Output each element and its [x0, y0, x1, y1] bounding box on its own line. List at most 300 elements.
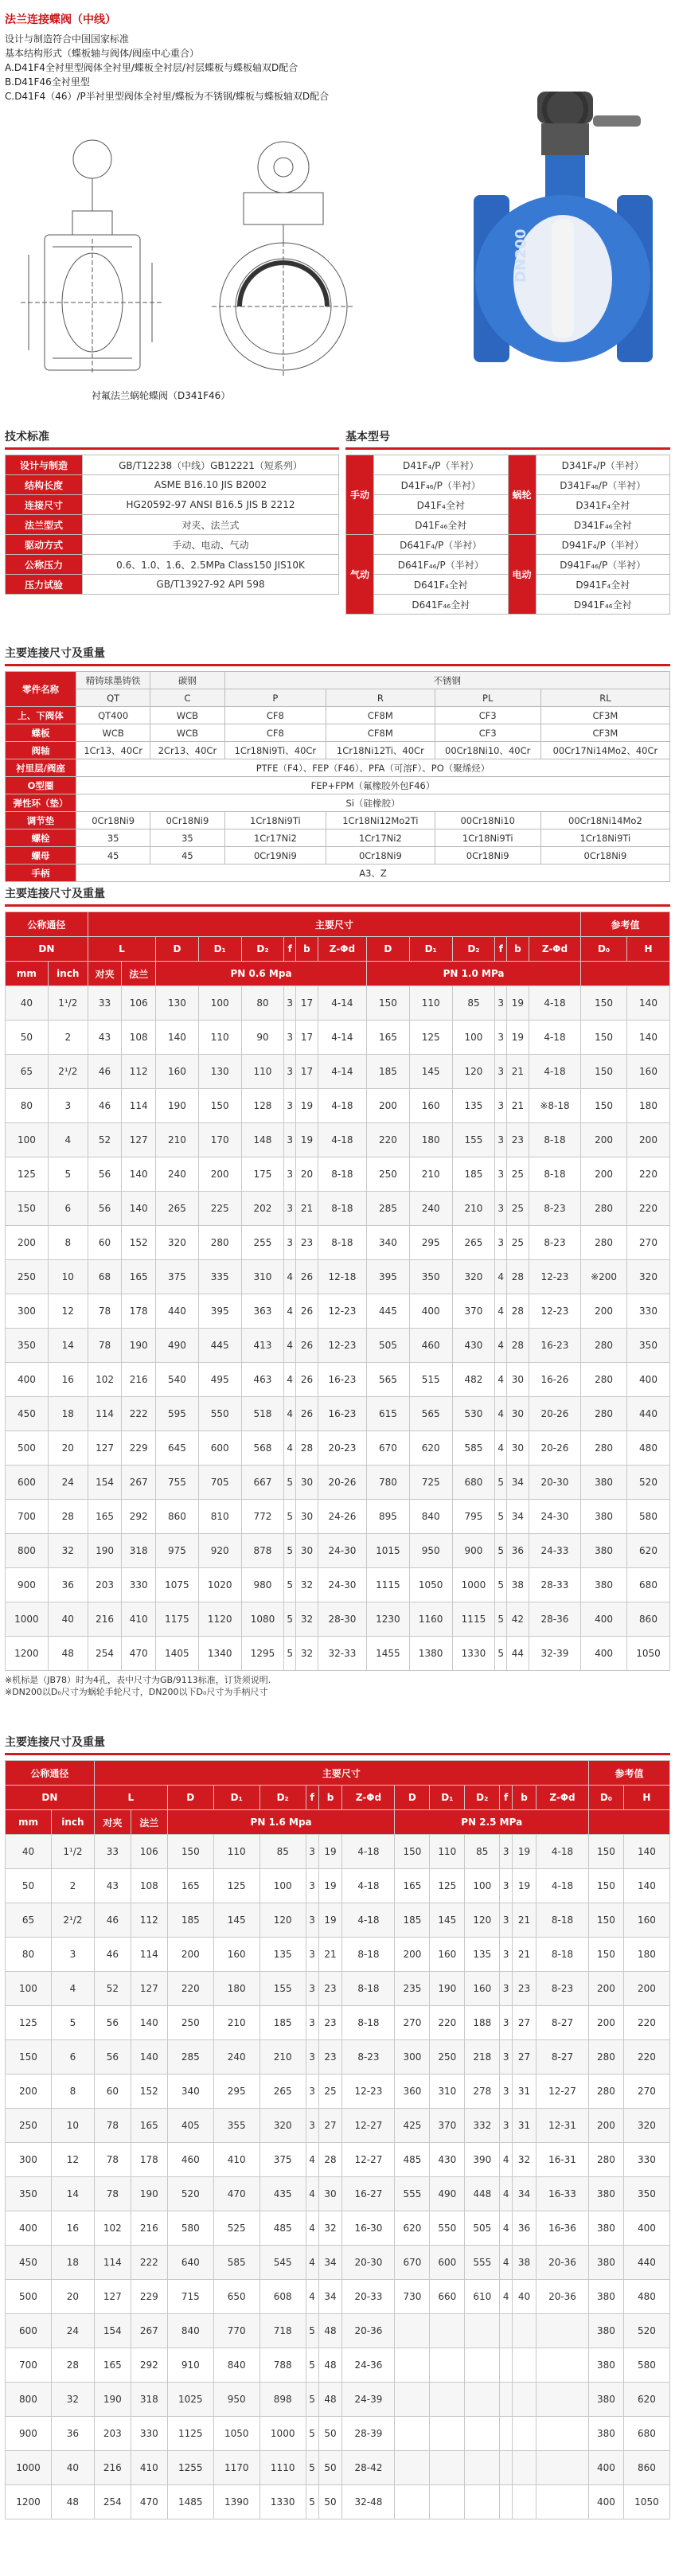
dim-cell: 19	[507, 986, 529, 1021]
dim-cell: 32-33	[318, 1637, 366, 1671]
dim-cell: 2¹/2	[51, 1903, 94, 1938]
dim-cell: 3	[284, 1123, 296, 1157]
dim-cell: 5	[284, 1602, 296, 1637]
dim-header: mm	[6, 1810, 52, 1835]
dim-row	[6, 2383, 670, 2417]
tech-key: 压力试验	[6, 575, 83, 595]
dim-cell: 18	[51, 2246, 94, 2280]
materials-row	[6, 847, 670, 865]
dim-cell: 615	[367, 1397, 410, 1431]
dim-cell: 43	[88, 1021, 122, 1055]
dim-row	[6, 1869, 670, 1903]
dim-cell: 1125	[167, 2417, 213, 2451]
dim-cell	[513, 2417, 536, 2451]
dim-cell: 140	[623, 1869, 669, 1903]
dim-cell: 3	[495, 1226, 507, 1260]
dim-cell: 3	[306, 2006, 318, 2040]
dim-header: 主要尺寸	[94, 1761, 588, 1786]
dim-cell: 4	[284, 1431, 296, 1466]
dim-cell: 154	[94, 2314, 131, 2348]
dim-cell: 26	[296, 1397, 318, 1431]
dim-cell: 350	[627, 1329, 670, 1363]
dim-cell: 980	[241, 1568, 284, 1602]
dim-row	[6, 1294, 670, 1329]
dim-cell: 380	[588, 2314, 623, 2348]
dim-cell: 3	[284, 1055, 296, 1089]
dim-cell: 700	[6, 2348, 52, 2383]
dim-cell: 1075	[156, 1568, 199, 1602]
dim-cell	[500, 2451, 513, 2485]
dim-cell: 30	[507, 1363, 529, 1397]
dim-cell	[430, 2314, 465, 2348]
dim-cell: 595	[156, 1397, 199, 1431]
dim-cell: 78	[94, 2109, 131, 2143]
materials-grade: PL	[435, 689, 540, 707]
dim-cell: 40	[513, 2280, 536, 2314]
dim-cell: 28-36	[529, 1602, 580, 1637]
dim-cell: 21	[318, 1938, 342, 1972]
dim-header: 公称通径	[6, 1761, 95, 1786]
dim-cell: 203	[88, 1568, 122, 1602]
dim-cell	[465, 2383, 500, 2417]
dim-header: f	[500, 1786, 513, 1810]
dim-cell: 600	[430, 2246, 465, 2280]
dim-cell: 56	[94, 2006, 131, 2040]
dim-cell: 12-23	[318, 1294, 366, 1329]
dim-cell: 80	[241, 986, 284, 1021]
dim-cell: 580	[627, 1500, 670, 1534]
dim-cell: 12-23	[318, 1329, 366, 1363]
dim-cell: 1025	[167, 2383, 213, 2417]
tech-row	[6, 535, 339, 555]
dim-header: D₂	[241, 937, 284, 962]
dim-cell	[395, 2348, 430, 2383]
intro-line: 设计与制造符合中国国家标准	[5, 33, 130, 45]
model-code: D41F₄/P（半衬）	[374, 455, 509, 475]
dim-cell: 1000	[452, 1568, 495, 1602]
dim-cell: 435	[259, 2177, 306, 2211]
dim-cell: 500	[6, 1431, 49, 1466]
dim-cell: 920	[198, 1534, 241, 1568]
dim-cell: 2	[51, 1869, 94, 1903]
model-code: D941F₄₆/P（半衬）	[536, 555, 670, 575]
dim-cell: 24-30	[318, 1568, 366, 1602]
dim-cell: 1200	[6, 2485, 52, 2519]
dim-cell: 292	[122, 1500, 156, 1534]
dim-cell: 120	[452, 1055, 495, 1089]
dim-cell: 48	[48, 1637, 88, 1671]
dim-cell: 106	[131, 1835, 167, 1869]
dim-header: D₀	[581, 937, 627, 962]
dim-cell: 5	[306, 2348, 318, 2383]
dim-cell: 200	[588, 2109, 623, 2143]
dim-cell: 5	[495, 1602, 507, 1637]
dim-row	[6, 2006, 670, 2040]
models-section	[345, 428, 670, 615]
dim-cell: 240	[409, 1192, 452, 1226]
dim-cell: 68	[88, 1260, 122, 1294]
dim-cell: 1115	[452, 1602, 495, 1637]
dim-cell: 270	[623, 2074, 669, 2109]
tech-heading: 技术标准	[5, 431, 49, 443]
dim-cell: 568	[241, 1431, 284, 1466]
dim-cell: 24-30	[318, 1534, 366, 1568]
dim-cell: 28	[296, 1431, 318, 1466]
dim-cell: 32	[296, 1568, 318, 1602]
dim-cell: 46	[88, 1055, 122, 1089]
dim-cell: 220	[623, 2006, 669, 2040]
dim-cell: 16	[48, 1363, 88, 1397]
dim-cell: 250	[430, 2040, 465, 2074]
dim-cell: 14	[48, 1329, 88, 1363]
dim-cell: 5	[495, 1534, 507, 1568]
dim-cell: 4-18	[318, 1089, 366, 1123]
dim-cell: 38	[507, 1568, 529, 1602]
dim1-heading: 主要连接尺寸及重量	[5, 888, 105, 900]
dim-cell: 19	[513, 1869, 536, 1903]
dim-header: b	[296, 937, 318, 962]
material-value: CF3M	[540, 707, 669, 724]
dim-header: D₂	[259, 1786, 306, 1810]
dim-row	[6, 2314, 670, 2348]
dim-cell: 34	[507, 1466, 529, 1500]
dim-cell: 4-18	[342, 1869, 395, 1903]
dim-cell: 3	[495, 1021, 507, 1055]
dim-cell: 370	[452, 1294, 495, 1329]
dim-cell: 518	[241, 1397, 284, 1431]
material-value: 0Cr18Ni9	[326, 847, 435, 865]
dim2-heading: 主要连接尺寸及重量	[5, 1736, 105, 1749]
dim-cell: 42	[507, 1602, 529, 1637]
dim-header: f	[284, 937, 296, 962]
dim-cell: 65	[6, 1055, 49, 1089]
dim-cell: 30	[318, 2177, 342, 2211]
dim-cell: 125	[213, 1869, 259, 1903]
dim-row	[6, 1835, 670, 1869]
part-name: 蝶板	[6, 724, 76, 742]
dim-header-row	[6, 937, 670, 962]
dim-cell: 400	[6, 2211, 52, 2246]
dim-cell: 5	[495, 1500, 507, 1534]
dim-cell: 4	[500, 2143, 513, 2177]
dim-cell: 17	[296, 986, 318, 1021]
dim-header: D₂	[452, 937, 495, 962]
dim-header-row	[6, 912, 670, 937]
dim-cell: 405	[167, 2109, 213, 2143]
dim-cell	[500, 2348, 513, 2383]
dim-cell: 24	[51, 2314, 94, 2348]
dim-cell: 1080	[241, 1602, 284, 1637]
dim-cell: 4	[495, 1363, 507, 1397]
dim-cell: 50	[6, 1869, 52, 1903]
dim-cell: 3	[306, 1869, 318, 1903]
dim-cell: 28	[48, 1500, 88, 1534]
dim-cell: 485	[259, 2211, 306, 2246]
dim-cell: 3	[495, 1192, 507, 1226]
dim-cell: 185	[167, 1903, 213, 1938]
dim-cell: 550	[430, 2211, 465, 2246]
dim-cell: 24-33	[529, 1534, 580, 1568]
dim-cell: 4	[306, 2177, 318, 2211]
dim-cell: 20-26	[529, 1431, 580, 1466]
dim-cell: 26	[296, 1294, 318, 1329]
material-value: CF8M	[326, 707, 435, 724]
intro-line: A.D41F4全衬里型阀体全衬里/蝶板全衬层/衬层蝶板与蝶板轴双D配合	[5, 62, 298, 73]
dim-cell: 4	[495, 1260, 507, 1294]
dim-cell: 26	[296, 1260, 318, 1294]
dim-cell: 16-31	[536, 2143, 589, 2177]
dim-cell: 545	[259, 2246, 306, 2280]
dim-cell: 4-18	[536, 1835, 589, 1869]
dim-cell: 12-23	[342, 2074, 395, 2109]
dim-cell: 4	[284, 1397, 296, 1431]
divider	[5, 447, 339, 450]
dim-cell: 36	[51, 2417, 94, 2451]
dim-cell: 5	[284, 1568, 296, 1602]
dim-cell: 19	[318, 1903, 342, 1938]
dim-cell: 165	[367, 1021, 410, 1055]
dim-cell: 108	[122, 1021, 156, 1055]
dim-cell: 21	[513, 1903, 536, 1938]
dim-cell: 20-30	[529, 1466, 580, 1500]
materials-row	[6, 794, 670, 812]
dim-cell: 340	[367, 1226, 410, 1260]
dim-header: mm	[6, 962, 49, 986]
dim-cell	[500, 2417, 513, 2451]
dim-cell: 280	[581, 1226, 627, 1260]
dim-cell: 5	[306, 2383, 318, 2417]
dim-cell: 48	[318, 2348, 342, 2383]
material-value: 1Cr18Ni9Ti	[435, 829, 540, 847]
model-code: D341F₄₆/P（半衬）	[536, 475, 670, 495]
dim-cell: 200	[581, 1294, 627, 1329]
materials-grade: QT	[76, 689, 150, 707]
dim-cell: 295	[409, 1226, 452, 1260]
dim-cell: 110	[213, 1835, 259, 1869]
dim-cell: 1160	[409, 1602, 452, 1637]
materials-grade: P	[224, 689, 326, 707]
dim-cell: 490	[156, 1329, 199, 1363]
model-code: D941F₄/P（半衬）	[536, 535, 670, 555]
dim-cell: 1110	[259, 2451, 306, 2485]
model-code: D41F₄₆全衬	[374, 515, 509, 535]
dim-cell: 85	[452, 986, 495, 1021]
dim-cell: 900	[6, 1568, 49, 1602]
dim-cell: 160	[409, 1089, 452, 1123]
dim-cell: 380	[588, 2177, 623, 2211]
dim-cell	[465, 2314, 500, 2348]
dim-header: PN 0.6 Mpa	[156, 962, 367, 986]
dim-cell	[536, 2383, 589, 2417]
dim-cell: 8	[48, 1226, 88, 1260]
dim-cell: 210	[213, 2006, 259, 2040]
dim-cell: 46	[88, 1089, 122, 1123]
dim-cell: 202	[241, 1192, 284, 1226]
dim-cell: 390	[465, 2143, 500, 2177]
dim-cell: 165	[94, 2348, 131, 2383]
dim-cell: 125	[409, 1021, 452, 1055]
dim-header: D₂	[465, 1786, 500, 1810]
dim-cell: 4-18	[529, 1055, 580, 1089]
dim-cell: 145	[430, 1903, 465, 1938]
dim-cell: 190	[131, 2177, 167, 2211]
dim-cell: 4	[500, 2246, 513, 2280]
dim-cell: 210	[409, 1157, 452, 1192]
dim-cell: 700	[6, 1500, 49, 1534]
dim-cell: 800	[6, 1534, 49, 1568]
materials-header: 精铸球墨铸铁	[76, 672, 150, 689]
dim-cell: 200	[588, 2006, 623, 2040]
dim-cell: 145	[213, 1903, 259, 1938]
dim-cell: 380	[588, 2417, 623, 2451]
dim-cell: 21	[513, 1938, 536, 1972]
dim-cell: 410	[131, 2451, 167, 2485]
dim-cell: 3	[306, 1903, 318, 1938]
dim-cell: 330	[131, 2417, 167, 2451]
dim-cell: 150	[198, 1089, 241, 1123]
dim-cell	[395, 2485, 430, 2519]
dim-cell: 254	[94, 2485, 131, 2519]
part-name: 手柄	[6, 865, 76, 882]
dim-cell: 114	[131, 1938, 167, 1972]
dim-cell: 28-39	[342, 2417, 395, 2451]
dim-cell: 320	[623, 2109, 669, 2143]
dim-cell: 5	[48, 1157, 88, 1192]
dim-cell: 190	[88, 1534, 122, 1568]
material-value: 1Cr18Ni9Ti	[540, 829, 669, 847]
dim-cell: 220	[627, 1157, 670, 1192]
dim-cell: 4	[284, 1260, 296, 1294]
dim-cell: 150	[581, 1021, 627, 1055]
page-title: 法兰连接蝶阀（中线）	[5, 14, 116, 26]
materials-heading: 主要连接尺寸及重量	[5, 647, 105, 660]
dim-row	[6, 1157, 670, 1192]
model-code: D941F₄₆全衬	[536, 595, 670, 615]
dim-cell: 280	[581, 1192, 627, 1226]
dim-cell: 448	[465, 2177, 500, 2211]
dim-cell: 180	[409, 1123, 452, 1157]
dim-cell: 216	[122, 1363, 156, 1397]
dim-cell: 254	[88, 1637, 122, 1671]
dim-cell: 5	[284, 1637, 296, 1671]
dim-cell: 25	[318, 2074, 342, 2109]
dim-header: D	[367, 937, 410, 962]
dim-header: D	[167, 1786, 213, 1810]
dim-cell: 555	[395, 2177, 430, 2211]
dim-cell: 145	[409, 1055, 452, 1089]
dim-cell: 50	[318, 2451, 342, 2485]
dim-cell: 370	[430, 2109, 465, 2143]
dim-header: Z-Φd	[529, 937, 580, 962]
dim-cell: 152	[122, 1226, 156, 1260]
dim-header: PN 2.5 MPa	[395, 1810, 589, 1835]
dim-cell: 23	[513, 1972, 536, 2006]
dim-cell: 155	[452, 1123, 495, 1157]
dim-cell: 106	[122, 986, 156, 1021]
dim-cell: 667	[241, 1466, 284, 1500]
dim-cell: 898	[259, 2383, 306, 2417]
dim-cell: 33	[94, 1835, 131, 1869]
dim-cell: 795	[452, 1500, 495, 1534]
dim-cell: 12-27	[342, 2109, 395, 2143]
part-name: 阀轴	[6, 742, 76, 759]
material-value: A3、Z	[76, 865, 670, 882]
dim-cell: 3	[500, 2040, 513, 2074]
dim-cell: 220	[167, 1972, 213, 2006]
intro-section	[5, 11, 670, 103]
tech-key: 设计与制造	[6, 455, 83, 475]
dim-cell: 16-30	[342, 2211, 395, 2246]
dim-row	[6, 2211, 670, 2246]
dim-cell	[513, 2314, 536, 2348]
dim-cell: 1050	[623, 2485, 669, 2519]
dim-cell: 1050	[409, 1568, 452, 1602]
dim-cell: 3	[500, 1903, 513, 1938]
dim-cell: 185	[452, 1157, 495, 1192]
dim-cell: 110	[241, 1055, 284, 1089]
valve-product-photo	[458, 92, 669, 378]
dim-cell: 30	[507, 1397, 529, 1431]
dim-cell: 5	[284, 1466, 296, 1500]
model-code: D641F₄₆全衬	[374, 595, 509, 615]
dim-cell	[536, 2417, 589, 2451]
dim-cell: 222	[131, 2246, 167, 2280]
dim-cell: 395	[367, 1260, 410, 1294]
dim-cell: 12	[48, 1294, 88, 1329]
part-name: 调节垫	[6, 812, 76, 829]
dim-cell: 670	[367, 1431, 410, 1466]
dim-cell: 140	[131, 2040, 167, 2074]
dim-row	[6, 1500, 670, 1534]
dim-cell: 3	[306, 1835, 318, 1869]
dim-cell: 210	[452, 1192, 495, 1226]
material-value: 45	[150, 847, 224, 865]
dim-cell: 3	[306, 1938, 318, 1972]
materials-row	[6, 829, 670, 847]
dim-cell: 30	[296, 1500, 318, 1534]
model-code: D341F₄全衬	[536, 495, 670, 515]
dim-cell: 188	[465, 2006, 500, 2040]
dim-cell: 840	[167, 2314, 213, 2348]
dim-cell: 52	[94, 1972, 131, 2006]
dim-cell: 178	[122, 1294, 156, 1329]
dim-header: b	[318, 1786, 342, 1810]
dim-cell: 5	[306, 2485, 318, 2519]
dim-header-row	[6, 1810, 670, 1835]
dim-cell: 218	[465, 2040, 500, 2074]
dim-cell: 85	[465, 1835, 500, 1869]
dim-row	[6, 2451, 670, 2485]
dim-cell: 5	[284, 1500, 296, 1534]
dim-cell: 3	[500, 2006, 513, 2040]
dim-cell: 295	[213, 2074, 259, 2109]
dim-cell: 3	[495, 1089, 507, 1123]
dim-cell: 500	[6, 2280, 52, 2314]
dim-cell: 640	[167, 2246, 213, 2280]
dim-header: inch	[48, 962, 88, 986]
model-drive-label: 电动	[508, 535, 536, 615]
dim-cell	[465, 2485, 500, 2519]
dim-cell: 150	[395, 1835, 430, 1869]
dim-cell: 292	[131, 2348, 167, 2383]
dim-cell	[430, 2417, 465, 2451]
dim-cell: 3	[495, 1055, 507, 1089]
dim-cell: 48	[318, 2314, 342, 2348]
dim-cell: 600	[6, 2314, 52, 2348]
dim-cell: 330	[623, 2143, 669, 2177]
dim-cell: 620	[395, 2211, 430, 2246]
dim-cell: 100	[198, 986, 241, 1021]
